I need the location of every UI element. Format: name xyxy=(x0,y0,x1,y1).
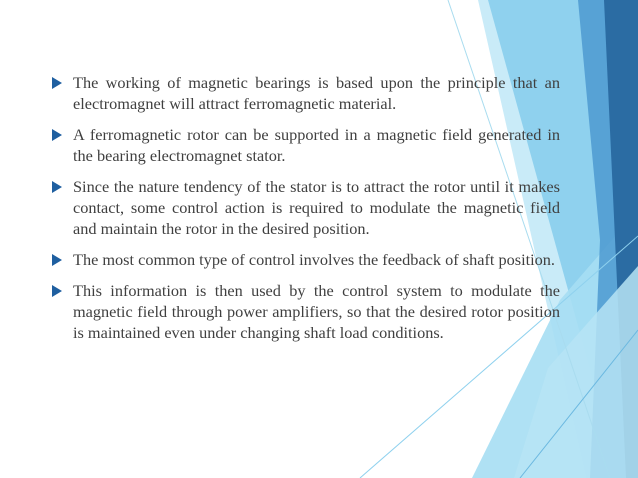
triangle-right-icon xyxy=(52,124,73,145)
triangle-right-icon xyxy=(52,280,73,301)
triangle-right-icon xyxy=(52,249,73,270)
bullet-list xyxy=(52,72,560,353)
bullet-text: The working of magnetic bearings is based upon the principle that an electromagnet will attract ferromagnetic material. xyxy=(73,73,560,113)
bullet-item-5 xyxy=(52,280,560,343)
bullet-text: A ferromagnetic rotor can be supported in a magnetic field generated in the bearing electromagnet stator. xyxy=(73,125,560,165)
bullet-text: Since the nature tendency of the stator is to attract the rotor until it makes contact, some control action is required to modulate the magnetic field and maintain the rotor in the desired position. xyxy=(73,177,560,238)
triangle-right-icon xyxy=(52,72,73,93)
bullet-item-3 xyxy=(52,176,560,239)
triangle-right-icon xyxy=(52,176,73,197)
bullet-item-2 xyxy=(52,124,560,166)
bullet-text: This information is then used by the control system to modulate the magnetic field through power amplifiers, so that the desired rotor position is maintained even under changing shaft load conditions. xyxy=(73,281,560,342)
bullet-text: The most common type of control involves the feedback of shaft position. xyxy=(73,250,555,269)
bullet-item-4 xyxy=(52,249,560,270)
bullet-item-1 xyxy=(52,72,560,114)
